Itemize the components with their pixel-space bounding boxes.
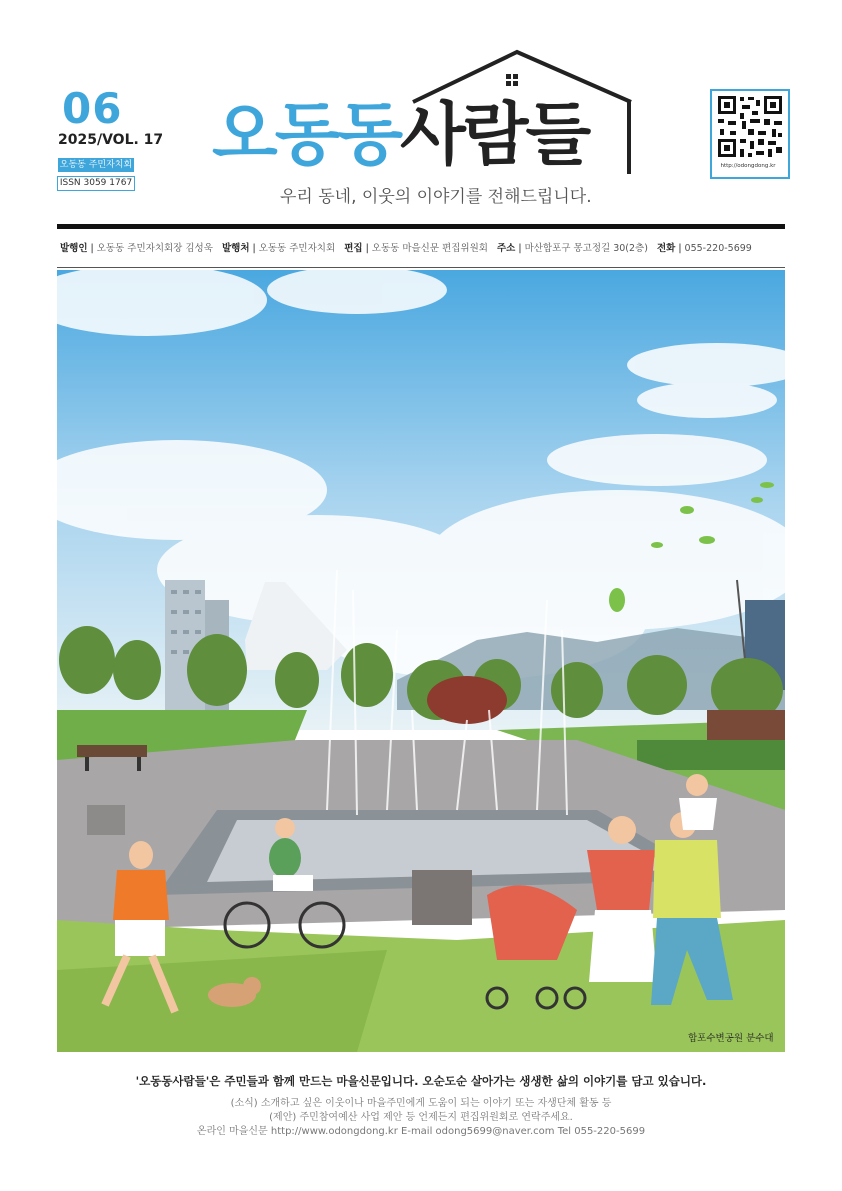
footer-news-line: (소식) 소개하고 싶은 이웃이나 마을주민에게 도움이 되는 이야기 또는 자생단체 활동 등 (230, 1098, 612, 1109)
footer-intro: '오동동사람들'은 주민들과 함께 만드는 마을신문입니다. 오순도순 살아가는 생생한 삶의 이야기를 담고 있습니다. (135, 1074, 707, 1088)
cover-photo (57, 270, 785, 1052)
volume-label: 2025/VOL. 17 (58, 132, 164, 148)
qr-url[interactable]: http://odongdong.kr (720, 163, 776, 169)
credit-value: 오동동 주민자치회장 김성욱 (96, 243, 213, 254)
credit-label: 발행처 (221, 243, 250, 254)
qr-code-icon (712, 91, 788, 163)
fountain-park-illustration (57, 270, 785, 1052)
footer-proposal-line: (제안) 주민참여예산 사업 제안 등 언제든지 편집위원회로 연락주세요. (269, 1112, 573, 1123)
credit-value: 마산합포구 몽고정길 30(2층) (524, 243, 648, 254)
header-rule (57, 224, 785, 229)
credits-rule (57, 267, 785, 268)
title-part-1: 오동동 (212, 96, 401, 175)
photo-caption: 합포수변공원 분수대 (688, 1033, 774, 1044)
credit-value: 오동동 마을신문 편집위원회 (371, 243, 488, 254)
subtitle: 우리 동네, 이웃의 이야기를 전해드립니다. (280, 187, 592, 207)
credit-value: 055-220-5699 (684, 243, 752, 254)
issn-label: ISSN 3059 1767 (57, 176, 135, 191)
credit-label: 주소 (497, 243, 516, 254)
credit-label: 편집 (344, 243, 363, 254)
issue-number: 06 (62, 84, 123, 133)
newspaper-title (212, 96, 588, 176)
credit-label: 전화 (656, 243, 676, 254)
organization-badge: 오동동 주민자치회 (59, 160, 133, 170)
publication-credits: 발행인 | 오동동 주민자치회장 김성욱 발행처 | 오동동 주민자치회 편집 | 오동동 마을신문 편집위원회 주소 | 마산합포구 몽고정길 30(2층) 전화 | 055-220-5699 (60, 243, 752, 254)
title-part-2: 사람들 (400, 96, 589, 175)
credit-label: 발행인 (60, 243, 88, 254)
credit-value: 오동동 주민자치회 (258, 243, 336, 254)
footer-contact-line: 온라인 마을신문 http://www.odongdong.kr E-mail odong5699@naver.com Tel 055-220-5699 (196, 1126, 646, 1137)
